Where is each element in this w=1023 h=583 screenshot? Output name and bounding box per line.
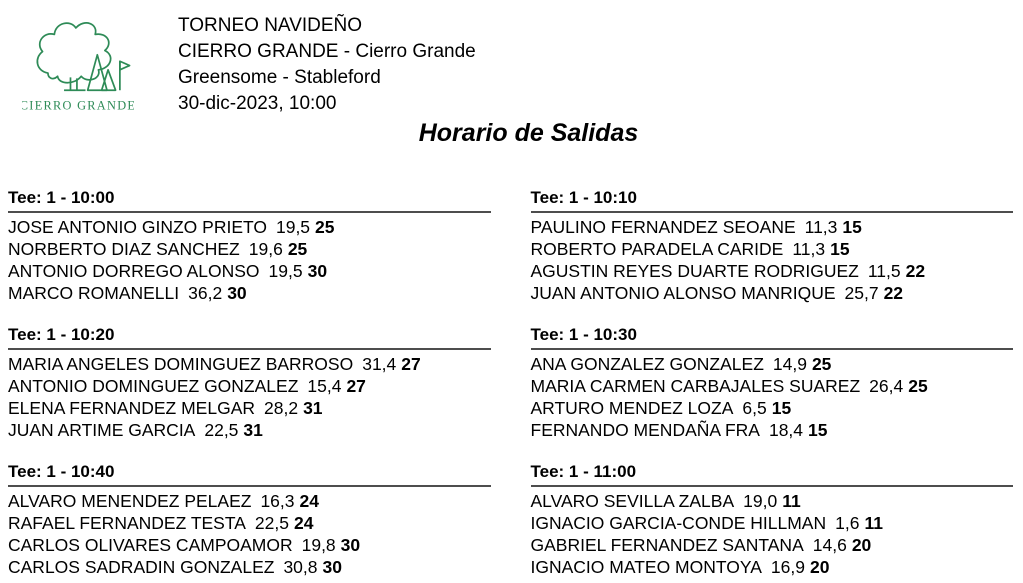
tee-group-1010 xyxy=(531,188,1014,304)
player-points: 15 xyxy=(830,239,850,259)
player-points: 31 xyxy=(303,398,323,418)
tee-group-1020 xyxy=(8,325,491,441)
player-row xyxy=(8,397,491,419)
player-name: JUAN ANTONIO ALONSO MANRIQUE xyxy=(530,283,836,303)
player-name: PAULINO FERNANDEZ SEOANE xyxy=(530,217,796,237)
player-row xyxy=(531,216,1014,238)
tee-header: Tee: 1 - 10:30 xyxy=(531,325,1014,350)
tee-header: Tee: 1 - 10:20 xyxy=(8,325,491,350)
player-points: 31 xyxy=(243,420,263,440)
tee-header: Tee: 1 - 10:40 xyxy=(8,462,491,487)
player-points: 27 xyxy=(346,376,366,396)
player-row xyxy=(8,282,491,304)
player-name: JOSE ANTONIO GINZO PRIETO xyxy=(8,217,267,237)
player-name: RAFAEL FERNANDEZ TESTA xyxy=(8,513,246,533)
player-points: 20 xyxy=(809,557,830,577)
player-handicap: 6,5 xyxy=(742,398,767,418)
player-handicap: 19,5 xyxy=(268,261,303,281)
player-row xyxy=(531,260,1014,282)
player-points: 27 xyxy=(401,354,421,374)
player-points: 30 xyxy=(322,557,342,577)
tournament-header xyxy=(178,13,476,117)
tee-group-1100 xyxy=(531,462,1014,578)
tee-header: Tee: 1 - 11:00 xyxy=(531,462,1014,487)
player-name: AGUSTIN REYES DUARTE RODRIGUEZ xyxy=(530,261,859,281)
player-handicap: 18,4 xyxy=(768,420,804,440)
date-time-line: 30-dic-2023, 10:00 xyxy=(178,93,337,114)
player-points: 15 xyxy=(771,398,792,418)
player-row xyxy=(531,397,1014,419)
player-name: ANTONIO DOMINGUEZ GONZALEZ xyxy=(8,376,299,396)
player-name: ARTURO MENDEZ LOZA xyxy=(530,398,734,418)
player-handicap: 30,8 xyxy=(283,557,318,577)
player-name: ANTONIO DORREGO ALONSO xyxy=(8,261,260,281)
player-handicap: 14,6 xyxy=(812,535,847,555)
player-row xyxy=(8,512,491,534)
player-name: MARIA CARMEN CARBAJALES SUAREZ xyxy=(530,376,861,396)
club-course-line: CIERRO GRANDE - Cierro Grande xyxy=(178,41,476,62)
player-row xyxy=(531,375,1014,397)
player-name: ALVARO MENENDEZ PELAEZ xyxy=(8,491,252,511)
player-handicap: 36,2 xyxy=(188,283,223,303)
player-name: IGNACIO GARCIA-CONDE HILLMAN xyxy=(530,513,827,533)
player-points: 24 xyxy=(299,491,319,511)
player-name: MARCO ROMANELLI xyxy=(8,283,180,303)
player-handicap: 19,0 xyxy=(743,491,778,511)
player-name: ALVARO SEVILLA ZALBA xyxy=(530,491,735,511)
player-handicap: 31,4 xyxy=(362,354,397,374)
player-handicap: 28,2 xyxy=(264,398,299,418)
player-points: 11 xyxy=(782,491,801,511)
player-handicap: 19,8 xyxy=(301,535,336,555)
player-name: MARIA ANGELES DOMINGUEZ BARROSO xyxy=(8,354,354,374)
format-line: Greensome - Stableford xyxy=(178,67,381,88)
player-name: GABRIEL FERNANDEZ SANTANA xyxy=(530,535,804,555)
player-handicap: 16,3 xyxy=(260,491,295,511)
player-row xyxy=(531,353,1014,375)
player-points: 30 xyxy=(227,283,247,303)
player-points: 20 xyxy=(851,535,872,555)
player-points: 22 xyxy=(883,283,904,303)
player-row xyxy=(531,512,1014,534)
player-row xyxy=(8,490,491,512)
player-points: 25 xyxy=(287,239,308,259)
player-handicap: 25,7 xyxy=(844,283,879,303)
player-points: 15 xyxy=(808,420,828,440)
tee-group-1000 xyxy=(8,188,491,304)
player-points: 25 xyxy=(811,354,832,374)
player-handicap: 11,3 xyxy=(792,239,826,259)
tee-group-1040 xyxy=(8,462,491,578)
player-row xyxy=(531,490,1014,512)
player-handicap: 22,5 xyxy=(254,513,289,533)
player-name: CARLOS SADRADIN GONZALEZ xyxy=(8,557,275,577)
player-row xyxy=(531,534,1014,556)
tee-header: Tee: 1 - 10:10 xyxy=(531,188,1014,213)
player-handicap: 16,9 xyxy=(770,557,805,577)
tournament-name: TORNEO NAVIDEÑO xyxy=(178,15,363,36)
player-name: ROBERTO PARADELA CARIDE xyxy=(530,239,784,259)
player-handicap: 19,6 xyxy=(248,239,283,259)
player-points: 15 xyxy=(842,217,862,237)
player-points: 24 xyxy=(293,513,314,533)
player-row xyxy=(8,216,491,238)
player-name: ELENA FERNANDEZ MELGAR xyxy=(8,398,255,418)
player-row xyxy=(531,238,1014,260)
player-points: 11 xyxy=(864,513,883,533)
page-title: Horario de Salidas xyxy=(418,119,639,147)
player-name: IGNACIO MATEO MONTOYA xyxy=(530,557,762,577)
player-name: FERNANDO MENDAÑA FRA xyxy=(530,420,760,440)
club-logo xyxy=(22,14,134,116)
player-handicap: 15,4 xyxy=(307,376,342,396)
player-handicap: 1,6 xyxy=(835,513,860,533)
player-points: 25 xyxy=(315,217,335,237)
player-points: 30 xyxy=(340,535,361,555)
player-row xyxy=(8,353,491,375)
player-row xyxy=(8,534,491,556)
club-logo-text: CIERRO GRANDE xyxy=(22,98,134,113)
player-handicap: 11,5 xyxy=(867,261,901,281)
player-handicap: 26,4 xyxy=(869,376,904,396)
player-handicap: 14,9 xyxy=(772,354,807,374)
player-name: JUAN ARTIME GARCIA xyxy=(8,420,196,440)
player-points: 30 xyxy=(307,261,328,281)
player-row xyxy=(8,419,491,441)
player-points: 22 xyxy=(905,261,926,281)
player-row xyxy=(8,238,491,260)
player-row xyxy=(531,419,1014,441)
player-handicap: 22,5 xyxy=(204,420,239,440)
schedule-grid xyxy=(8,188,1013,578)
player-row xyxy=(8,556,491,578)
player-row xyxy=(531,282,1014,304)
player-points: 25 xyxy=(908,376,928,396)
tee-group-1030 xyxy=(531,325,1014,441)
player-name: ANA GONZALEZ GONZALEZ xyxy=(530,354,764,374)
player-handicap: 19,5 xyxy=(275,217,311,237)
tee-header: Tee: 1 - 10:00 xyxy=(8,188,491,213)
tree-golf-flag-icon xyxy=(22,14,134,116)
player-row xyxy=(8,375,491,397)
player-row xyxy=(531,556,1014,578)
player-name: CARLOS OLIVARES CAMPOAMOR xyxy=(8,535,293,555)
player-name: NORBERTO DIAZ SANCHEZ xyxy=(8,239,240,259)
player-row xyxy=(8,260,491,282)
player-handicap: 11,3 xyxy=(804,217,838,237)
